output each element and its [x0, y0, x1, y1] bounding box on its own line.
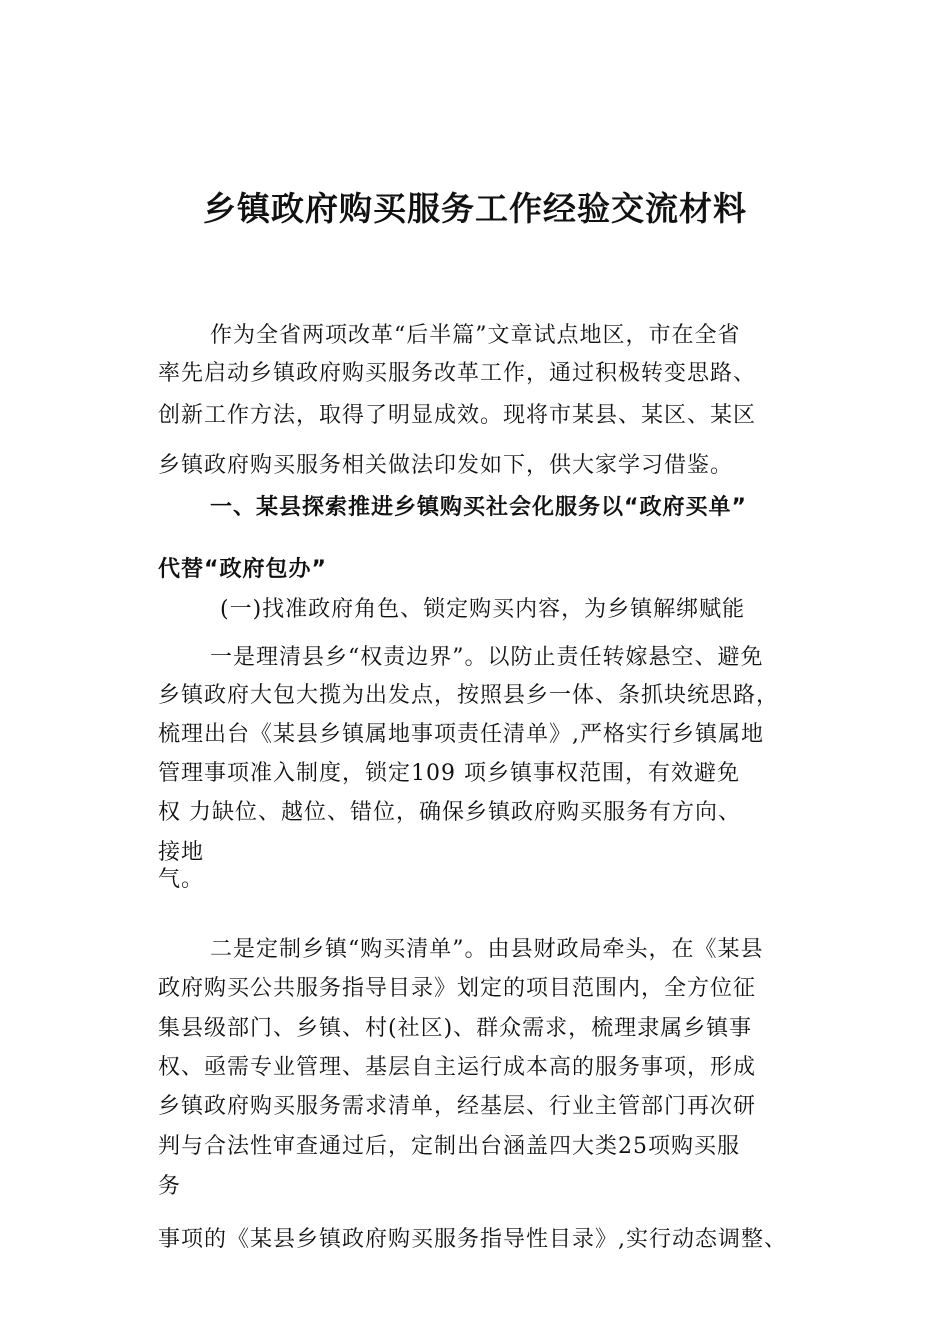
paragraph-line: 气。 — [158, 867, 205, 892]
paragraph-line: 权 力缺位、越位、错位，确保乡镇政府购买服务有方向、 — [158, 800, 741, 825]
paragraph-line: 二是定制乡镇“购买清单”。由县财政局牵头，在《某县 — [210, 937, 764, 962]
paragraph-line: 乡镇政府购买服务需求清单，经基层、行业主管部门再次研 — [158, 1094, 757, 1119]
paragraph-line: 判与合法性审查通过后，定制出台涵盖四大类25项购买服 — [158, 1134, 740, 1159]
section-heading-cont: 代替“政府包办” — [158, 557, 327, 582]
paragraph-line: 接地 — [158, 840, 205, 865]
paragraph-line: 集县级部门、乡镇、村(社区)、群众需求，梳理隶属乡镇事 — [158, 1016, 753, 1041]
paragraph-line: 率先启动乡镇政府购买服务改革工作，通过积极转变思路、 — [158, 361, 757, 386]
paragraph-line: 管理事项准入制度，锁定109 项乡镇事权范围，有效避免 — [158, 761, 740, 786]
paragraph-line: 乡镇政府大包大揽为出发点，按照县乡一体、条抓块统思路， — [158, 683, 780, 708]
paragraph-line: 作为全省两项改革“后半篇”文章试点地区，市在全省 — [210, 323, 741, 348]
paragraph-line: 事项的《某县乡镇政府购买服务指导性目录》,实行动态调整、 — [158, 1227, 787, 1252]
paragraph-line: 权、亟需专业管理、基层自主运行成本高的服务事项，形成 — [158, 1055, 757, 1080]
paragraph-line: 务 — [158, 1174, 182, 1199]
document-title: 乡镇政府购买服务工作经验交流材料 — [203, 189, 747, 228]
paragraph-line: 一是理清县乡“权责边界”。以防止责任转嫁悬空、避免 — [210, 645, 764, 670]
paragraph-line: 创新工作方法，取得了明显成效。现将市某县、某区、某区 — [158, 403, 757, 428]
paragraph-line: 梳理出台《某县乡镇属地事项责任清单》,严格实行乡镇属地 — [158, 722, 764, 747]
section-heading: 一、某县探索推进乡镇购买社会化服务以“政府买单” — [210, 495, 747, 520]
paragraph-line: 乡镇政府购买服务相关做法印发如下，供大家学习借鉴。 — [158, 453, 734, 478]
subsection-heading: (一)找准政府角色、锁定购买内容，为乡镇解绑赋能 — [220, 597, 746, 622]
paragraph-line: 政府购买公共服务指导目录》划定的项目范围内，全方位征 — [158, 976, 757, 1001]
